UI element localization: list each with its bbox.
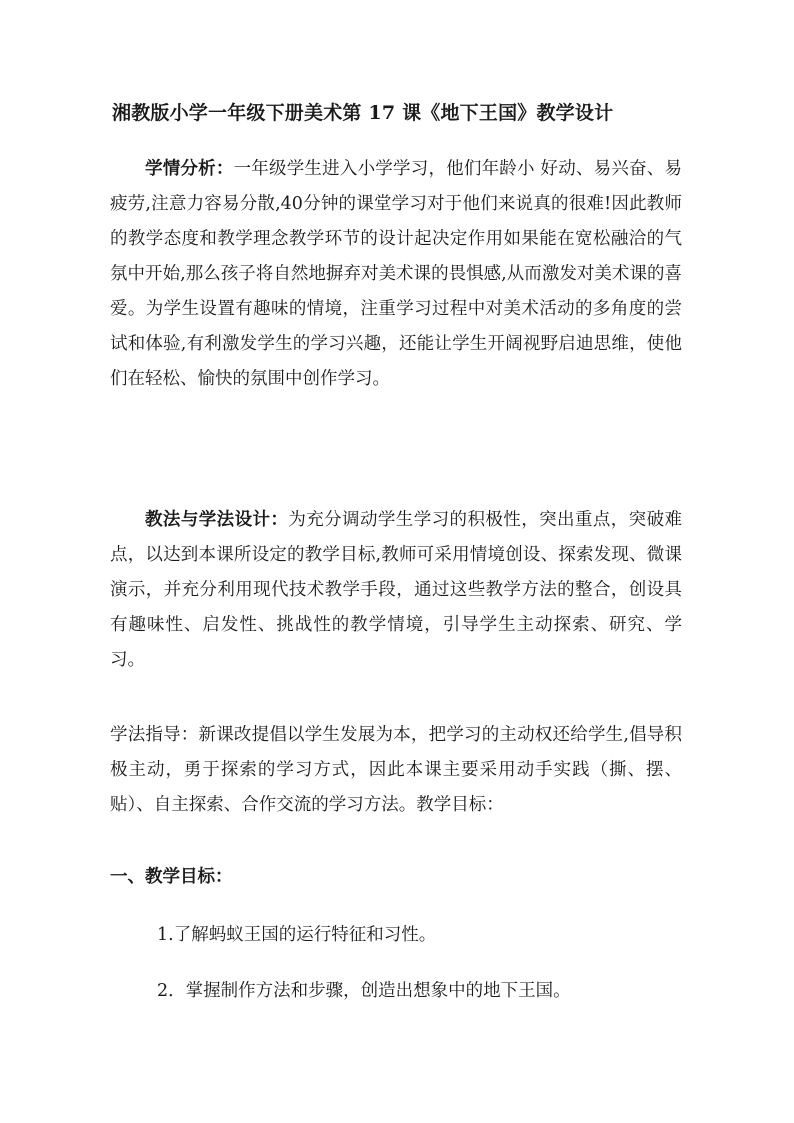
- method-lead: 教法与学法设计：: [145, 510, 289, 530]
- analysis-body: 一年级学生进入小学学习，他们年龄小 好动、易兴奋、易疲劳,注意力容易分散,40分钟的课堂学习对于他们来说真的很难!因此教师的教学态度和教学理念教学环节的设计起决定作用如果能在宽松融洽的气氛中开始,那么孩子将自然地摒弃对美术课的畏惧感,从而激发对美术课的喜爱。为学生设置有趣味的情境，注重学习过程中对美术活动的多角度的尝试和体验,有利激发学生的学习兴趣，还能让学生开阔视野启迪思维，使他们在轻松、愉快的氛围中创作学习。: [110, 159, 683, 389]
- analysis-lead: 学情分析：: [145, 159, 234, 179]
- guidance-body: 新课改提倡以学生发展为本，把学习的主动权还给学生,倡导积极主动，勇于探索的学习方式，因此本课主要采用动手实践（撕、摆、贴）、自主探索、合作交流的学习方法。教学目标：: [110, 725, 683, 815]
- objective-item: 2．掌握制作方法和步骤，创造出想象中的地下王国。: [157, 981, 571, 1001]
- guidance-lead: 学法指导：: [110, 725, 199, 745]
- objectives-heading: 一、教学目标：: [110, 867, 233, 887]
- document-title: 湘教版小学一年级下册美术第 17 课《地下王国》教学设计: [112, 102, 614, 124]
- method-body: 为充分调动学生学习的积极性，突出重点，突破难点，以达到本课所设定的教学目标,教师可采用情境创设、探索发现、微课演示，并充分利用现代技术教学手段，通过这些教学方法的整合，创设具有趣味性、启发性、挑战性的教学情境，引导学生主动探索、研究、学习。: [110, 510, 683, 670]
- method-paragraph: [110, 503, 682, 678]
- analysis-paragraph: [110, 152, 682, 397]
- objective-item: 1.了解蚂蚁王国的运行特征和习性。: [157, 925, 437, 945]
- guidance-paragraph: [110, 718, 682, 823]
